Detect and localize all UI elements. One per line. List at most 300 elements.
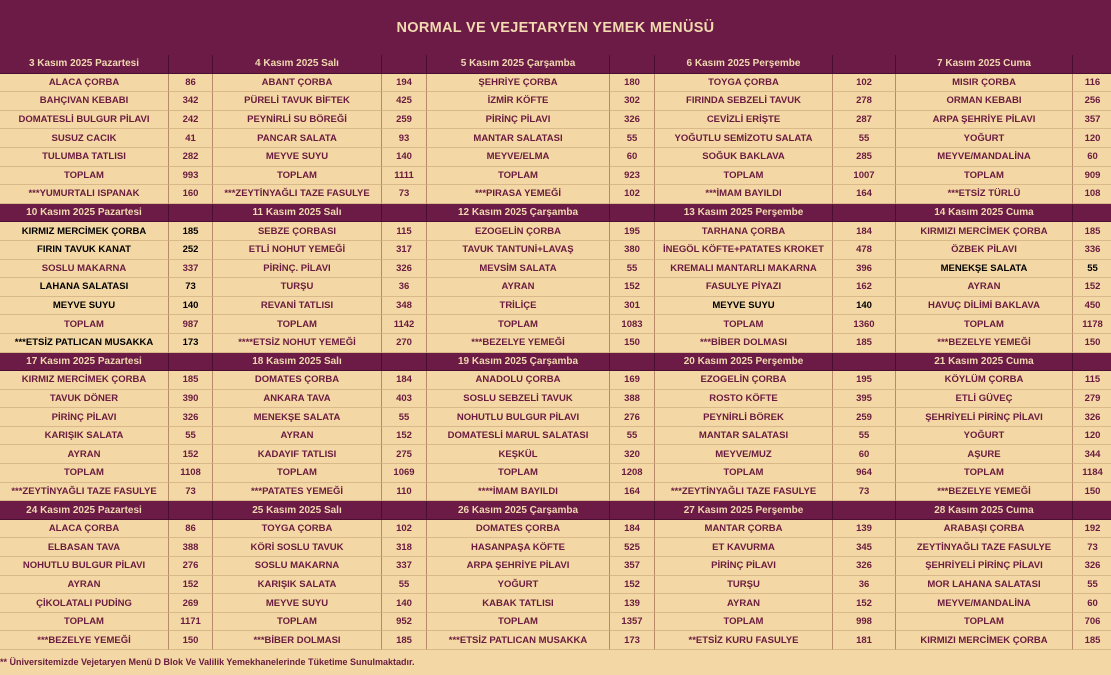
dish-name: KARIŞIK SALATA [0,427,169,446]
dish-kcal: 116 [1073,74,1111,93]
dish-name: ET KAVURMA [655,538,833,557]
dish-kcal: 55 [382,576,427,595]
day-header-kcal [382,501,427,520]
dish-kcal: 140 [382,594,427,613]
dish-name: ***BEZELYE YEMEĞİ [896,334,1073,353]
dish-total-kcal: 1360 [833,315,896,334]
dish-name: TRİLİÇE [427,297,610,316]
dish-kcal: 242 [169,111,213,130]
day-header: 13 Kasım 2025 Perşembe [655,204,833,223]
dish-kcal: 326 [610,111,655,130]
day-header-kcal [610,204,655,223]
dish-kcal: 357 [610,557,655,576]
dish-kcal: 160 [169,185,213,204]
dish-kcal: 388 [169,538,213,557]
dish-kcal: 342 [169,92,213,111]
dish-name: ARPA ŞEHRİYE PİLAVI [896,111,1073,130]
dish-name: MEYVE SUYU [655,297,833,316]
day-header: 19 Kasım 2025 Çarşamba [427,353,610,372]
day-header-kcal [610,353,655,372]
dish-kcal: 150 [1073,334,1111,353]
dish-kcal: 140 [382,148,427,167]
dish-kcal: 278 [833,92,896,111]
dish-name: HASANPAŞA KÖFTE [427,538,610,557]
dish-kcal: 357 [1073,111,1111,130]
dish-name: SOĞUK BAKLAVA [655,148,833,167]
dish-kcal: 55 [169,427,213,446]
day-header: 7 Kasım 2025 Cuma [896,55,1073,74]
day-header: 5 Kasım 2025 Çarşamba [427,55,610,74]
day-header-kcal [169,204,213,223]
dish-kcal: 337 [169,260,213,279]
dish-name: EZOGELİN ÇORBA [655,371,833,390]
dish-name: ***ETSİZ PATLICAN MUSAKKA [0,334,169,353]
dish-kcal: 336 [1073,241,1111,260]
dish-name: ORMAN KEBABI [896,92,1073,111]
day-header-kcal [169,55,213,74]
dish-kcal: 345 [833,538,896,557]
dish-name: PİRİNÇ PİLAVI [0,408,169,427]
dish-name: ****ETSİZ NOHUT YEMEĞİ [213,334,382,353]
dish-kcal: 36 [833,576,896,595]
dish-kcal: 279 [1073,390,1111,409]
dish-total-label: TOPLAM [896,315,1073,334]
dish-name: KIRMIZ MERCİMEK ÇORBA [0,222,169,241]
dish-total-label: TOPLAM [427,167,610,186]
dish-name: ŞEHRİYELİ PİRİNÇ PİLAVI [896,408,1073,427]
dish-kcal: 173 [610,631,655,650]
dish-name: FIRIN TAVUK KANAT [0,241,169,260]
dish-name: ***BEZELYE YEMEĞİ [427,334,610,353]
dish-kcal: 396 [833,260,896,279]
dish-kcal: 36 [382,278,427,297]
dish-kcal: 102 [382,520,427,539]
dish-name: AŞURE [896,445,1073,464]
dish-name: TARHANA ÇORBA [655,222,833,241]
dish-name: ***ZEYTİNYAĞLI TAZE FASULYE [655,483,833,502]
dish-total-kcal: 1178 [1073,315,1111,334]
dish-kcal: 115 [382,222,427,241]
day-header-kcal [833,55,896,74]
dish-name: DOMATES ÇORBA [427,520,610,539]
dish-kcal: 169 [610,371,655,390]
day-header: 27 Kasım 2025 Perşembe [655,501,833,520]
day-header: 12 Kasım 2025 Çarşamba [427,204,610,223]
dish-name: YOĞUTLU SEMİZOTU SALATA [655,129,833,148]
dish-name: PİRİNÇ PİLAVI [655,557,833,576]
dish-name: MENEKŞE SALATA [896,260,1073,279]
dish-kcal: 276 [610,408,655,427]
dish-kcal: 185 [169,371,213,390]
dish-name: LAHANA SALATASI [0,278,169,297]
dish-total-label: TOPLAM [655,464,833,483]
dish-kcal: 152 [610,278,655,297]
dish-total-kcal: 1357 [610,613,655,632]
dish-name: MEYVE/ELMA [427,148,610,167]
dish-kcal: 344 [1073,445,1111,464]
dish-name: ALACA ÇORBA [0,520,169,539]
dish-kcal: 152 [833,594,896,613]
dish-kcal: 195 [610,222,655,241]
dish-total-kcal: 1111 [382,167,427,186]
dish-name: PİRİNÇ PİLAVI [427,111,610,130]
dish-name: MEYVE/MUZ [655,445,833,464]
dish-name: ÇİKOLATALI PUDİNG [0,594,169,613]
dish-name: ANKARA TAVA [213,390,382,409]
dish-kcal: 395 [833,390,896,409]
dish-kcal: 110 [382,483,427,502]
dish-name: PANCAR SALATA [213,129,382,148]
dish-total-label: TOPLAM [896,464,1073,483]
dish-kcal: 184 [610,520,655,539]
dish-kcal: 73 [1073,538,1111,557]
dish-kcal: 164 [833,185,896,204]
day-header: 24 Kasım 2025 Pazartesi [0,501,169,520]
dish-name: PÜRELİ TAVUK BİFTEK [213,92,382,111]
dish-kcal: 150 [169,631,213,650]
dish-kcal: 388 [610,390,655,409]
dish-kcal: 120 [1073,129,1111,148]
dish-kcal: 270 [382,334,427,353]
dish-name: ***ZEYTİNYAĞLI TAZE FASULYE [213,185,382,204]
day-header: 21 Kasım 2025 Cuma [896,353,1073,372]
dish-name: SOSLU MAKARNA [0,260,169,279]
day-header: 17 Kasım 2025 Pazartesi [0,353,169,372]
dish-name: SUSUZ CACIK [0,129,169,148]
dish-kcal: 403 [382,390,427,409]
day-header-kcal [833,353,896,372]
dish-name: İNEGÖL KÖFTE+PATATES KROKET [655,241,833,260]
dish-name: YOĞURT [896,129,1073,148]
dish-name: AYRAN [0,576,169,595]
dish-name: ***BEZELYE YEMEĞİ [0,631,169,650]
dish-name: NOHUTLU BULGUR PİLAVI [0,557,169,576]
dish-total-kcal: 987 [169,315,213,334]
day-header-kcal [1073,501,1111,520]
dish-name: MEYVE SUYU [213,594,382,613]
dish-name: ŞEHRİYE ÇORBA [427,74,610,93]
dish-kcal: 41 [169,129,213,148]
dish-name: MEVSİM SALATA [427,260,610,279]
day-header: 18 Kasım 2025 Salı [213,353,382,372]
dish-kcal: 93 [382,129,427,148]
dish-name: TURŞU [213,278,382,297]
dish-name: ARABAŞI ÇORBA [896,520,1073,539]
dish-kcal: 184 [833,222,896,241]
dish-total-label: TOPLAM [0,167,169,186]
dish-kcal: 173 [169,334,213,353]
dish-name: EZOGELİN ÇORBA [427,222,610,241]
dish-kcal: 425 [382,92,427,111]
dish-name: MISIR ÇORBA [896,74,1073,93]
day-header-kcal [610,501,655,520]
dish-kcal: 185 [1073,631,1111,650]
dish-name: KÖYLÜM ÇORBA [896,371,1073,390]
menu-title-bar [0,0,1111,56]
dish-total-label: TOPLAM [213,464,382,483]
dish-name: KEŞKÜL [427,445,610,464]
dish-kcal: 73 [169,483,213,502]
dish-name: ETLİ NOHUT YEMEĞİ [213,241,382,260]
dish-total-kcal: 993 [169,167,213,186]
dish-kcal: 326 [1073,408,1111,427]
dish-name: AYRAN [213,427,382,446]
dish-kcal: 60 [833,445,896,464]
dish-kcal: 275 [382,445,427,464]
dish-name: MENEKŞE SALATA [213,408,382,427]
dish-name: ***BEZELYE YEMEĞİ [896,483,1073,502]
dish-name: ANADOLU ÇORBA [427,371,610,390]
dish-total-label: TOPLAM [213,167,382,186]
dish-name: AYRAN [427,278,610,297]
dish-name: ÖZBEK PİLAVI [896,241,1073,260]
dish-kcal: 139 [610,594,655,613]
dish-name: MEYVE SUYU [0,297,169,316]
dish-name: ***YUMURTALI ISPANAK [0,185,169,204]
dish-kcal: 252 [169,241,213,260]
dish-name: PEYNİRLİ BÖREK [655,408,833,427]
dish-name: YOĞURT [427,576,610,595]
dish-kcal: 55 [610,427,655,446]
dish-kcal: 326 [169,408,213,427]
dish-kcal: 152 [1073,278,1111,297]
dish-name: MANTAR SALATASI [655,427,833,446]
dish-total-label: TOPLAM [896,613,1073,632]
dish-name: KREMALI MANTARLI MAKARNA [655,260,833,279]
dish-total-label: TOPLAM [427,315,610,334]
dish-name: ***ZEYTİNYAĞLI TAZE FASULYE [0,483,169,502]
dish-kcal: 60 [1073,594,1111,613]
dish-total-label: TOPLAM [427,464,610,483]
menu-table [0,55,1111,650]
dish-name: FIRINDA SEBZELİ TAVUK [655,92,833,111]
dish-name: MANTAR SALATASI [427,129,610,148]
dish-kcal: 301 [610,297,655,316]
dish-kcal: 478 [833,241,896,260]
dish-kcal: 185 [169,222,213,241]
dish-kcal: 285 [833,148,896,167]
dish-kcal: 150 [610,334,655,353]
dish-kcal: 194 [382,74,427,93]
dish-kcal: 348 [382,297,427,316]
day-header: 10 Kasım 2025 Pazartesi [0,204,169,223]
dish-kcal: 192 [1073,520,1111,539]
dish-name: KIRMIZ MERCİMEK ÇORBA [0,371,169,390]
dish-kcal: 115 [1073,371,1111,390]
dish-total-kcal: 998 [833,613,896,632]
dish-name: PİRİNÇ. PİLAVI [213,260,382,279]
dish-kcal: 55 [610,260,655,279]
dish-kcal: 55 [382,408,427,427]
dish-total-kcal: 1142 [382,315,427,334]
dish-kcal: 259 [382,111,427,130]
dish-kcal: 55 [1073,260,1111,279]
dish-kcal: 152 [382,427,427,446]
dish-name: DOMATESLİ MARUL SALATASI [427,427,610,446]
dish-total-label: TOPLAM [0,464,169,483]
dish-total-label: TOPLAM [896,167,1073,186]
dish-name: MOR LAHANA SALATASI [896,576,1073,595]
dish-name: TOYGA ÇORBA [213,520,382,539]
day-header-kcal [1073,204,1111,223]
dish-total-label: TOPLAM [213,315,382,334]
dish-name: YOĞURT [896,427,1073,446]
dish-kcal: 73 [169,278,213,297]
dish-kcal: 185 [1073,222,1111,241]
dish-kcal: 180 [610,74,655,93]
day-header: 14 Kasım 2025 Cuma [896,204,1073,223]
dish-name: ****İMAM BAYILDI [427,483,610,502]
dish-kcal: 195 [833,371,896,390]
dish-name: MANTAR ÇORBA [655,520,833,539]
dish-total-label: TOPLAM [0,315,169,334]
dish-kcal: 287 [833,111,896,130]
dish-kcal: 390 [169,390,213,409]
dish-name: ŞEHRİYELİ PİRİNÇ PİLAVI [896,557,1073,576]
dish-total-label: TOPLAM [427,613,610,632]
dish-kcal: 102 [833,74,896,93]
dish-kcal: 102 [610,185,655,204]
dish-kcal: 320 [610,445,655,464]
dish-total-label: TOPLAM [655,167,833,186]
dish-kcal: 152 [610,576,655,595]
dish-name: KABAK TATLISI [427,594,610,613]
dish-name: AYRAN [896,278,1073,297]
day-header: 11 Kasım 2025 Salı [213,204,382,223]
dish-total-kcal: 1083 [610,315,655,334]
dish-name: TULUMBA TATLISI [0,148,169,167]
page-title: NORMAL VE VEJETARYEN YEMEK MENÜSÜ [396,19,715,36]
dish-name: ***ETSİZ TÜRLÜ [896,185,1073,204]
dish-total-kcal: 1208 [610,464,655,483]
dish-kcal: 276 [169,557,213,576]
dish-name: İZMİR KÖFTE [427,92,610,111]
dish-name: TOYGA ÇORBA [655,74,833,93]
dish-name: ***PATATES YEMEĞİ [213,483,382,502]
dish-name: SEBZE ÇORBASI [213,222,382,241]
dish-name: FASULYE PİYAZI [655,278,833,297]
day-header: 25 Kasım 2025 Salı [213,501,382,520]
dish-kcal: 185 [833,334,896,353]
dish-kcal: 86 [169,520,213,539]
day-header-kcal [1073,55,1111,74]
dish-name: ETLİ GÜVEÇ [896,390,1073,409]
dish-kcal: 152 [169,576,213,595]
dish-name: SOSLU SEBZELİ TAVUK [427,390,610,409]
dish-total-kcal: 952 [382,613,427,632]
day-header-kcal [382,55,427,74]
dish-kcal: 337 [382,557,427,576]
dish-total-label: TOPLAM [213,613,382,632]
day-header: 3 Kasım 2025 Pazartesi [0,55,169,74]
dish-kcal: 326 [1073,557,1111,576]
day-header: 26 Kasım 2025 Çarşamba [427,501,610,520]
dish-kcal: 55 [833,129,896,148]
dish-name: ALACA ÇORBA [0,74,169,93]
dish-kcal: 73 [833,483,896,502]
dish-kcal: 259 [833,408,896,427]
dish-total-kcal: 706 [1073,613,1111,632]
dish-name: ***İMAM BAYILDI [655,185,833,204]
day-header-kcal [169,353,213,372]
dish-name: ***PIRASA YEMEĞİ [427,185,610,204]
dish-name: **ETSİZ KURU FASULYE [655,631,833,650]
dish-kcal: 450 [1073,297,1111,316]
dish-kcal: 317 [382,241,427,260]
day-header-kcal [610,55,655,74]
dish-total-kcal: 1171 [169,613,213,632]
dish-total-label: TOPLAM [655,315,833,334]
dish-kcal: 181 [833,631,896,650]
dish-name: NOHUTLU BULGUR PİLAVI [427,408,610,427]
dish-total-kcal: 923 [610,167,655,186]
dish-name: KADAYIF TATLISI [213,445,382,464]
dish-total-kcal: 964 [833,464,896,483]
dish-name: AYRAN [655,594,833,613]
dish-name: ELBASAN TAVA [0,538,169,557]
dish-kcal: 162 [833,278,896,297]
dish-total-kcal: 1184 [1073,464,1111,483]
dish-kcal: 326 [833,557,896,576]
day-header-kcal [833,204,896,223]
dish-total-kcal: 909 [1073,167,1111,186]
dish-name: CEVİZLİ ERİŞTE [655,111,833,130]
dish-kcal: 60 [610,148,655,167]
dish-name: DOMATESLİ BULGUR PİLAVI [0,111,169,130]
dish-total-kcal: 1069 [382,464,427,483]
dish-name: REVANİ TATLISI [213,297,382,316]
dish-kcal: 86 [169,74,213,93]
day-header-kcal [833,501,896,520]
day-header: 20 Kasım 2025 Perşembe [655,353,833,372]
dish-kcal: 326 [382,260,427,279]
dish-kcal: 302 [610,92,655,111]
dish-name: ABANT ÇORBA [213,74,382,93]
day-header: 6 Kasım 2025 Perşembe [655,55,833,74]
dish-kcal: 140 [833,297,896,316]
dish-name: ***ETSİZ PATLICAN MUSAKKA [427,631,610,650]
dish-kcal: 256 [1073,92,1111,111]
dish-name: PEYNİRLİ SU BÖREĞİ [213,111,382,130]
dish-name: ROSTO KÖFTE [655,390,833,409]
dish-kcal: 108 [1073,185,1111,204]
dish-total-label: TOPLAM [655,613,833,632]
day-header: 4 Kasım 2025 Salı [213,55,382,74]
dish-kcal: 60 [1073,148,1111,167]
dish-name: ZEYTİNYAĞLI TAZE FASULYE [896,538,1073,557]
day-header-kcal [169,501,213,520]
dish-kcal: 380 [610,241,655,260]
day-header-kcal [382,353,427,372]
dish-kcal: 73 [382,185,427,204]
dish-name: DOMATES ÇORBA [213,371,382,390]
dish-name: BAHÇIVAN KEBABI [0,92,169,111]
dish-name: KÖRİ SOSLU TAVUK [213,538,382,557]
day-header: 28 Kasım 2025 Cuma [896,501,1073,520]
dish-name: MEYVE/MANDALİNA [896,594,1073,613]
dish-kcal: 318 [382,538,427,557]
dish-kcal: 525 [610,538,655,557]
dish-name: SOSLU MAKARNA [213,557,382,576]
dish-kcal: 120 [1073,427,1111,446]
footer-note: ** Üniversitemizde Vejetaryen Menü D Blok Ve Valilik Yemekhanelerinde Tüketime Sunulmaktadır. [0,657,415,667]
dish-total-kcal: 1007 [833,167,896,186]
dish-name: HAVUÇ DİLİMİ BAKLAVA [896,297,1073,316]
dish-kcal: 185 [382,631,427,650]
dish-name: KIRMIZI MERCİMEK ÇORBA [896,222,1073,241]
dish-kcal: 140 [169,297,213,316]
day-header-kcal [382,204,427,223]
